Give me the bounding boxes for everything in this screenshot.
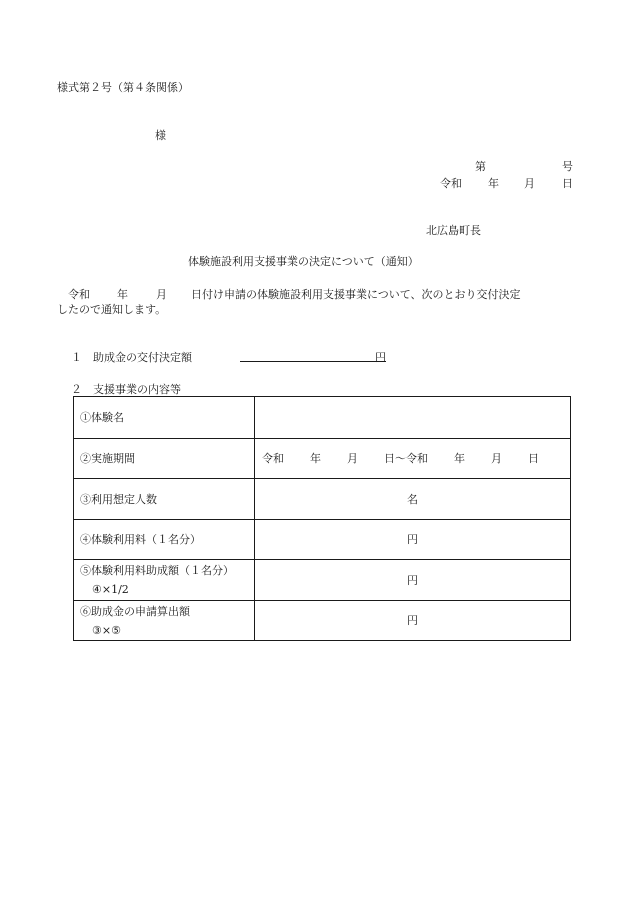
- doc-number-suffix: 号: [562, 160, 573, 173]
- section1-label: １ 助成金の交付決定額: [71, 351, 192, 364]
- row-label-application-amount: [74, 601, 255, 641]
- body-line1: 日付け申請の体験施設利用支援事業について、次のとおり交付決定: [191, 288, 521, 301]
- support-details-table: [73, 396, 571, 641]
- period-month1: 月: [347, 452, 358, 465]
- period-year2: 年: [454, 452, 465, 465]
- section1-currency: 円: [375, 351, 386, 364]
- row-value-subsidy-per-person: 円: [255, 560, 571, 601]
- row-value-application-amount: 円: [255, 601, 571, 641]
- row-value-expected-people: 名: [255, 479, 571, 520]
- document-title: 体験施設利用支援事業の決定について（通知）: [188, 255, 419, 268]
- period-era: 令和: [262, 452, 284, 465]
- table-row: [74, 601, 571, 641]
- period-month2: 月: [491, 452, 502, 465]
- row-label-subsidy-line1: ⑤体験利用料助成額（１名分）: [80, 564, 234, 577]
- table-row: [74, 439, 571, 479]
- period-day2: 日: [528, 452, 539, 465]
- doc-date-year: 年: [488, 177, 499, 190]
- addressee-suffix: 様: [155, 129, 166, 142]
- row-label-subsidy-per-person: [74, 560, 255, 601]
- doc-date-month: 月: [524, 177, 535, 190]
- row-label-experience-name: ①体験名: [74, 397, 255, 439]
- row-label-application-formula: ③×⑤: [92, 623, 121, 637]
- table-row: [74, 479, 571, 520]
- row-label-period: ②実施期間: [74, 439, 255, 479]
- body-era: 令和: [68, 288, 90, 301]
- form-number: 様式第２号（第４条関係）: [57, 81, 189, 94]
- doc-number-prefix: 第: [475, 160, 486, 173]
- row-label-application-line1: ⑥助成金の申請算出額: [80, 604, 190, 618]
- row-label-expected-people: ③利用想定人数: [74, 479, 255, 520]
- row-value-period: [255, 439, 571, 479]
- row-label-fee: ④体験利用料（１名分）: [74, 520, 255, 560]
- table-row: [74, 520, 571, 560]
- body-line2: したので通知します。: [57, 303, 167, 316]
- doc-date-day: 日: [562, 177, 573, 190]
- body-month: 月: [156, 288, 167, 301]
- table-row: [74, 560, 571, 601]
- row-label-subsidy-formula: ④×1/2: [92, 583, 129, 596]
- issuer: 北広島町長: [426, 224, 481, 237]
- table-row: [74, 397, 571, 439]
- period-year1: 年: [310, 452, 321, 465]
- row-value-experience-name: [255, 397, 571, 439]
- row-value-fee: 円: [255, 520, 571, 560]
- amount-underline: [240, 361, 386, 362]
- doc-date-era: 令和: [440, 177, 462, 190]
- section2-label: ２ 支援事業の内容等: [71, 383, 181, 396]
- period-separator: 日～令和: [384, 452, 428, 465]
- body-year: 年: [117, 288, 128, 301]
